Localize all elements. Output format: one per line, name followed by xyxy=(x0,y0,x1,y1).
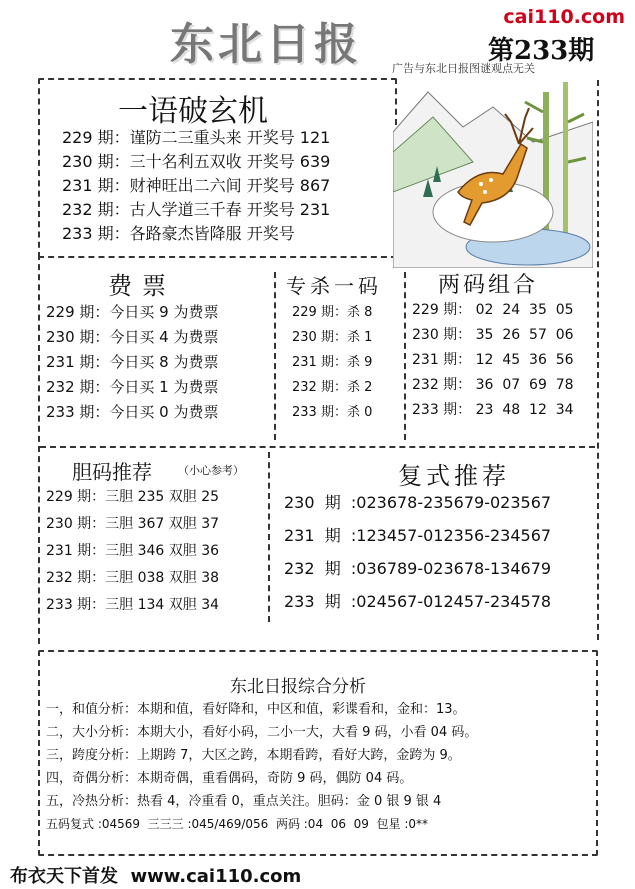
divider-4 xyxy=(268,452,270,622)
kill-row: 229 期：杀 8 xyxy=(292,305,373,320)
pair-row: 229 期： 02 24 35 05 xyxy=(412,302,574,318)
combo-row: 232 期 :036789-023678-134679 xyxy=(284,559,552,578)
bold-title: 胆码推荐 xyxy=(72,460,152,484)
pair-row: 233 期： 23 48 12 34 xyxy=(412,402,574,418)
free-row: 232 期：今日买 1 为费票 xyxy=(46,378,219,396)
combo-row: 233 期 :024567-012457-234578 xyxy=(284,592,552,611)
combo-title: 复式推荐 xyxy=(398,462,510,490)
disclaimer: 广告与东北日报图谜观点无关 xyxy=(392,62,535,75)
combo-row: 231 期 :123457-012356-234567 xyxy=(284,526,552,545)
analysis-row: 一，和值分析：本期和值，看好降和，中区和值，彩谍看和，金和：13。 xyxy=(46,702,466,717)
analysis-row: 三，跨度分析：上期跨 7，大区之跨，本期看跨，看好大跨，金跨为 9。 xyxy=(46,748,461,763)
kill-row: 231 期：杀 9 xyxy=(292,355,373,370)
free-row: 230 期：今日买 4 为费票 xyxy=(46,328,219,346)
analysis-row: 二，大小分析：本期大小，看好小码，二小一大，大看 9 码，小看 04 码。 xyxy=(46,725,478,740)
free-row: 229 期：今日买 9 为费票 xyxy=(46,303,219,321)
pair-title: 两码组合 xyxy=(438,273,539,298)
free-row: 231 期：今日买 8 为费票 xyxy=(46,353,219,371)
kill-title: 专杀一码 xyxy=(286,274,382,298)
right-border xyxy=(597,80,599,640)
kill-row: 230 期：杀 1 xyxy=(292,330,373,345)
site-logo[interactable]: cai110.com xyxy=(503,6,625,28)
bold-row: 231 期：三胆 346 双胆 36 xyxy=(46,543,220,559)
riddle-row: 229 期：谨防二三重头来 开奖号 121 xyxy=(62,128,331,147)
pair-row: 232 期： 36 07 69 78 xyxy=(412,377,574,393)
footer-text: 布衣天下首发 www.cai110.com xyxy=(10,866,302,887)
kill-list xyxy=(292,300,372,425)
analysis-title: 东北日报综合分析 xyxy=(230,677,366,697)
bold-row: 232 期：三胆 038 双胆 38 xyxy=(46,570,220,586)
free-list xyxy=(46,300,218,425)
riddle-title: 一语破玄机 xyxy=(118,94,268,129)
combo-list xyxy=(284,486,551,618)
deer-illustration xyxy=(393,72,593,268)
bold-row: 233 期：三胆 134 双胆 34 xyxy=(46,597,220,613)
divider-2 xyxy=(404,272,406,440)
divider-3 xyxy=(40,446,595,448)
bold-row: 229 期：三胆 235 双胆 25 xyxy=(46,489,220,505)
divider-1 xyxy=(274,272,276,440)
bold-list xyxy=(46,484,219,619)
analysis-list xyxy=(46,698,477,836)
pair-list xyxy=(412,298,574,423)
analysis-row: 五，冷热分析：热看 4，冷重看 0，重点关注。胆码：金 0 银 9 银 4 xyxy=(46,794,442,809)
riddle-row: 232 期：古人学道三千春 开奖号 231 xyxy=(62,200,331,219)
masthead-title: 东北日报 xyxy=(170,19,362,70)
analysis-row: 四，奇偶分析：本期奇偶，重看偶码，奇防 9 码，偶防 04 码。 xyxy=(46,771,413,786)
riddle-list xyxy=(62,126,330,246)
riddle-row: 231 期：财神旺出二六间 开奖号 867 xyxy=(62,176,331,195)
left-border xyxy=(38,254,40,644)
kill-row: 232 期：杀 2 xyxy=(292,380,373,395)
riddle-row: 233 期：各路豪杰皆降服 开奖号 xyxy=(62,224,295,243)
kill-row: 233 期：杀 0 xyxy=(292,405,373,420)
combo-row: 230 期 :023678-235679-023567 xyxy=(284,493,552,512)
pair-row: 231 期： 12 45 36 56 xyxy=(412,352,574,368)
issue-number: 第233期 xyxy=(488,36,595,66)
bold-note: （小心参考） xyxy=(178,464,244,477)
free-row: 233 期：今日买 0 为费票 xyxy=(46,403,219,421)
pair-row: 230 期： 35 26 57 06 xyxy=(412,327,574,343)
riddle-row: 230 期：三十名利五双收 开奖号 639 xyxy=(62,152,331,171)
free-title: 费票 xyxy=(108,272,176,300)
bold-row: 230 期：三胆 367 双胆 37 xyxy=(46,516,220,532)
analysis-row: 五码复式 :04569 三三三 :045/469/056 两码 :04 06 09 包星 :0** xyxy=(46,817,428,831)
